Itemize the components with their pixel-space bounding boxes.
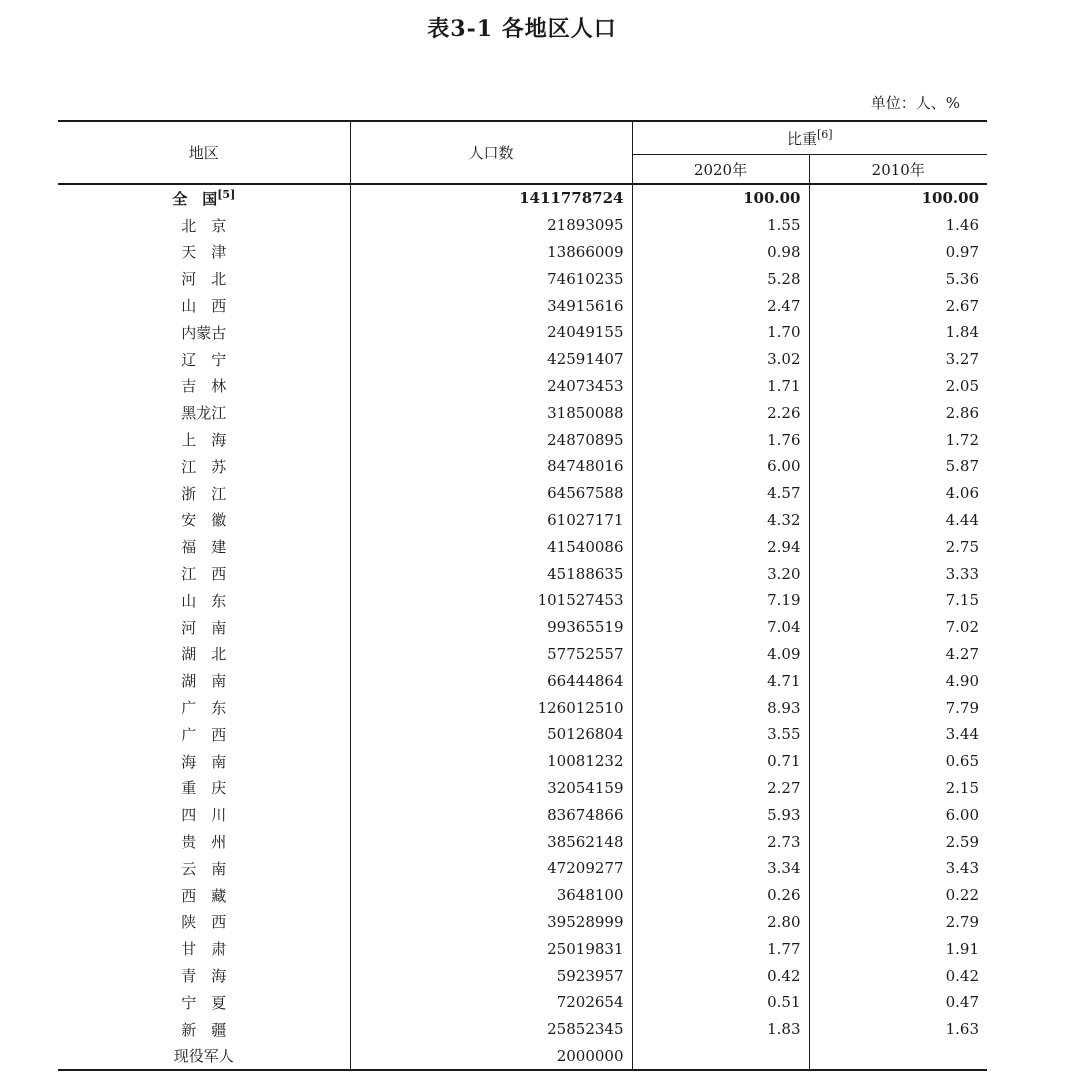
table-row [58,373,987,400]
region-name: 河 南 [181,618,227,637]
table-row [58,560,987,587]
share-2010-cell: 5.36 [945,269,980,288]
share-2010-cell: 5.87 [945,457,980,476]
population-cell: 57752557 [350,641,632,668]
share-2010-cell: 2.67 [945,296,980,315]
population-cell: 24073453 [350,373,632,400]
region-name: 广 西 [181,725,227,744]
table-row [58,721,987,748]
header-region: 地区 [58,121,350,184]
share-2010-cell: 4.44 [945,510,980,529]
share-2010-cell: 2.59 [945,832,980,851]
population-cell: 10081232 [350,748,632,775]
population-cell: 47209277 [350,855,632,882]
population-cell: 41540086 [350,533,632,560]
region-cell [58,212,350,239]
table-row [58,1043,987,1071]
region-cell [58,989,350,1016]
region-cell [58,507,350,534]
share-2020-cell: 2.73 [632,828,809,855]
share-2010-cell: 6.00 [945,805,980,824]
table-row [58,614,987,641]
share-2010-cell: 0.97 [945,242,980,261]
share-2010-cell: 2.75 [945,537,980,556]
table-row-total [58,184,987,212]
share-2020-cell: 2.80 [632,909,809,936]
region-cell [58,1016,350,1043]
table-row [58,962,987,989]
table-row [58,212,987,239]
share-2020-cell: 1.55 [632,212,809,239]
table-row [58,292,987,319]
share-2010-cell: 3.33 [945,564,980,583]
region-note: [5] [217,187,236,201]
share-2020-cell: 1.71 [632,373,809,400]
population-cell: 64567588 [350,480,632,507]
region-name: 黑龙江 [181,404,227,423]
region-cell [58,775,350,802]
region-cell [58,909,350,936]
region-cell [58,882,350,909]
share-2020-cell: 7.19 [632,587,809,614]
table-row [58,855,987,882]
region-cell [58,239,350,266]
region-cell [58,426,350,453]
region-name: 安 徽 [181,511,227,530]
table-row [58,453,987,480]
share-2020-cell: 4.71 [632,667,809,694]
share-2010-cell: 0.42 [945,966,980,985]
table-row [58,507,987,534]
region-cell [58,453,350,480]
region-cell [58,935,350,962]
region-cell [58,721,350,748]
population-cell: 13866009 [350,239,632,266]
share-2010-cell: 3.44 [945,725,980,744]
share-2020-cell: 6.00 [632,453,809,480]
table-row [58,265,987,292]
table-row [58,346,987,373]
region-cell [58,533,350,560]
table-row [58,480,987,507]
share-2020-cell: 0.42 [632,962,809,989]
share-2020-cell: 1.70 [632,319,809,346]
share-2010-cell: 2.05 [945,376,980,395]
population-table [58,120,987,1071]
share-2010-cell: 1.46 [945,216,980,235]
share-2010-cell: 2.79 [945,912,980,931]
share-2010-cell: 100.00 [921,189,980,208]
region-cell [58,184,350,212]
region-name: 云 南 [181,859,227,878]
region-name: 山 东 [181,591,227,610]
region-name: 新 疆 [181,1020,227,1039]
region-name: 北 京 [181,216,227,235]
share-2020-cell: 8.93 [632,694,809,721]
table-row [58,801,987,828]
share-2020-cell: 1.83 [632,1016,809,1043]
region-cell [58,319,350,346]
table-row [58,399,987,426]
share-2010-cell: 7.02 [945,618,980,637]
region-name: 内蒙古 [181,323,227,342]
share-2010-cell: 1.84 [945,323,980,342]
share-2010-cell: 2.15 [945,778,980,797]
share-2010-cell: 0.47 [945,993,980,1012]
region-cell [58,614,350,641]
region-name: 西 藏 [181,886,227,905]
population-cell: 32054159 [350,775,632,802]
share-2010-cell: 0.65 [945,752,980,771]
population-cell: 5923957 [350,962,632,989]
region-name: 吉 林 [181,377,227,396]
table-row [58,694,987,721]
share-2010-cell: 4.90 [945,671,980,690]
table-row [58,775,987,802]
region-name: 河 北 [181,270,227,289]
region-name: 山 西 [181,297,227,316]
share-2010-cell: 7.15 [945,591,980,610]
share-2020-cell: 4.57 [632,480,809,507]
population-cell: 21893095 [350,212,632,239]
table-row [58,1016,987,1043]
region-cell [58,855,350,882]
population-cell: 42591407 [350,346,632,373]
share-2020-cell: 2.27 [632,775,809,802]
region-name: 全 国 [172,189,218,208]
table-row [58,319,987,346]
table-row [58,748,987,775]
population-cell: 24049155 [350,319,632,346]
share-2010-cell: 4.27 [945,644,980,663]
table-row [58,882,987,909]
share-2020-cell: 2.47 [632,292,809,319]
table-body [58,184,987,1070]
share-2020-cell: 0.26 [632,882,809,909]
population-cell: 24870895 [350,426,632,453]
population-cell: 3648100 [350,882,632,909]
table-row [58,426,987,453]
table-header [58,121,987,184]
share-2020-cell: 5.28 [632,265,809,292]
region-cell [58,265,350,292]
table-row [58,587,987,614]
region-cell [58,962,350,989]
share-2020-cell: 2.26 [632,399,809,426]
population-cell: 83674866 [350,801,632,828]
population-cell: 101527453 [350,587,632,614]
share-2010-cell: 7.79 [945,698,980,717]
table-row [58,667,987,694]
region-cell [58,801,350,828]
population-cell: 84748016 [350,453,632,480]
share-2020-cell: 3.02 [632,346,809,373]
region-cell [58,480,350,507]
share-2020-cell: 0.71 [632,748,809,775]
region-cell [58,641,350,668]
region-cell [58,667,350,694]
header-share-label: 比重 [786,129,817,148]
share-2010-cell: 1.91 [945,939,980,958]
share-2020-cell [632,1043,809,1071]
region-name: 海 南 [181,752,227,771]
share-2020-cell: 7.04 [632,614,809,641]
region-name: 现役军人 [173,1047,234,1066]
region-name: 青 海 [181,967,227,985]
region-name: 天 津 [181,243,227,262]
table-row [58,641,987,668]
header-share-note: [6] [816,127,833,141]
share-2020-cell: 0.51 [632,989,809,1016]
region-name: 湖 北 [181,645,227,664]
region-cell [58,373,350,400]
region-name: 湖 南 [181,672,227,691]
table-row [58,935,987,962]
share-2020-cell: 0.98 [632,239,809,266]
table-row [58,828,987,855]
share-2010-cell: 0.22 [945,886,980,905]
population-cell: 126012510 [350,694,632,721]
population-cell: 2000000 [350,1043,632,1071]
share-2020-cell: 2.94 [632,533,809,560]
region-cell [58,346,350,373]
population-cell: 25852345 [350,1016,632,1043]
region-cell [58,292,350,319]
region-cell [58,399,350,426]
region-name: 四 川 [181,806,227,825]
region-name: 宁 夏 [181,993,227,1012]
page-title: 表3-1 各地区人口 [427,16,617,42]
population-cell: 7202654 [350,989,632,1016]
share-2020-cell: 1.76 [632,426,809,453]
region-name: 上 海 [181,431,227,450]
population-cell: 34915616 [350,292,632,319]
share-2020-cell: 4.09 [632,641,809,668]
share-2020-cell: 3.55 [632,721,809,748]
region-cell [58,694,350,721]
region-cell [58,828,350,855]
region-name: 陕 西 [181,913,227,932]
share-2020-cell: 100.00 [632,184,809,212]
region-name: 贵 州 [181,833,227,852]
region-name: 福 建 [181,538,227,557]
region-name: 辽 宁 [181,350,227,369]
population-cell: 39528999 [350,909,632,936]
region-cell [58,1043,350,1071]
population-cell: 1411778724 [350,184,632,212]
table-row [58,989,987,1016]
table-row [58,533,987,560]
region-cell [58,560,350,587]
share-2020-cell: 3.20 [632,560,809,587]
population-cell: 99365519 [350,614,632,641]
header-year-2020: 2020年 [632,155,809,185]
population-cell: 38562148 [350,828,632,855]
share-2010-cell: 1.63 [945,1020,980,1039]
region-name: 江 苏 [181,457,227,476]
table-row [58,239,987,266]
region-cell [58,748,350,775]
header-year-2010: 2010年 [809,155,987,185]
population-cell: 31850088 [350,399,632,426]
region-name: 重 庆 [181,779,227,798]
table-row [58,909,987,936]
region-name: 甘 肃 [181,940,227,959]
share-2010-cell [809,1043,987,1071]
population-cell: 66444864 [350,667,632,694]
region-name: 广 东 [181,699,227,718]
share-2020-cell: 1.77 [632,935,809,962]
share-2010-cell: 3.43 [945,859,980,878]
population-cell: 25019831 [350,935,632,962]
share-2020-cell: 5.93 [632,801,809,828]
region-name: 江 西 [181,565,227,584]
share-2010-cell: 2.86 [945,403,980,422]
header-population: 人口数 [350,121,632,184]
header-share [632,121,987,155]
region-name: 浙 江 [181,484,227,503]
region-cell [58,587,350,614]
share-2020-cell: 4.32 [632,507,809,534]
population-cell: 50126804 [350,721,632,748]
share-2020-cell: 3.34 [632,855,809,882]
share-2010-cell: 1.72 [945,430,980,449]
population-cell: 74610235 [350,265,632,292]
share-2010-cell: 4.06 [945,484,980,503]
unit-label: 单位：人、% [870,94,960,112]
share-2010-cell: 3.27 [945,350,980,369]
population-cell: 45188635 [350,560,632,587]
population-cell: 61027171 [350,507,632,534]
